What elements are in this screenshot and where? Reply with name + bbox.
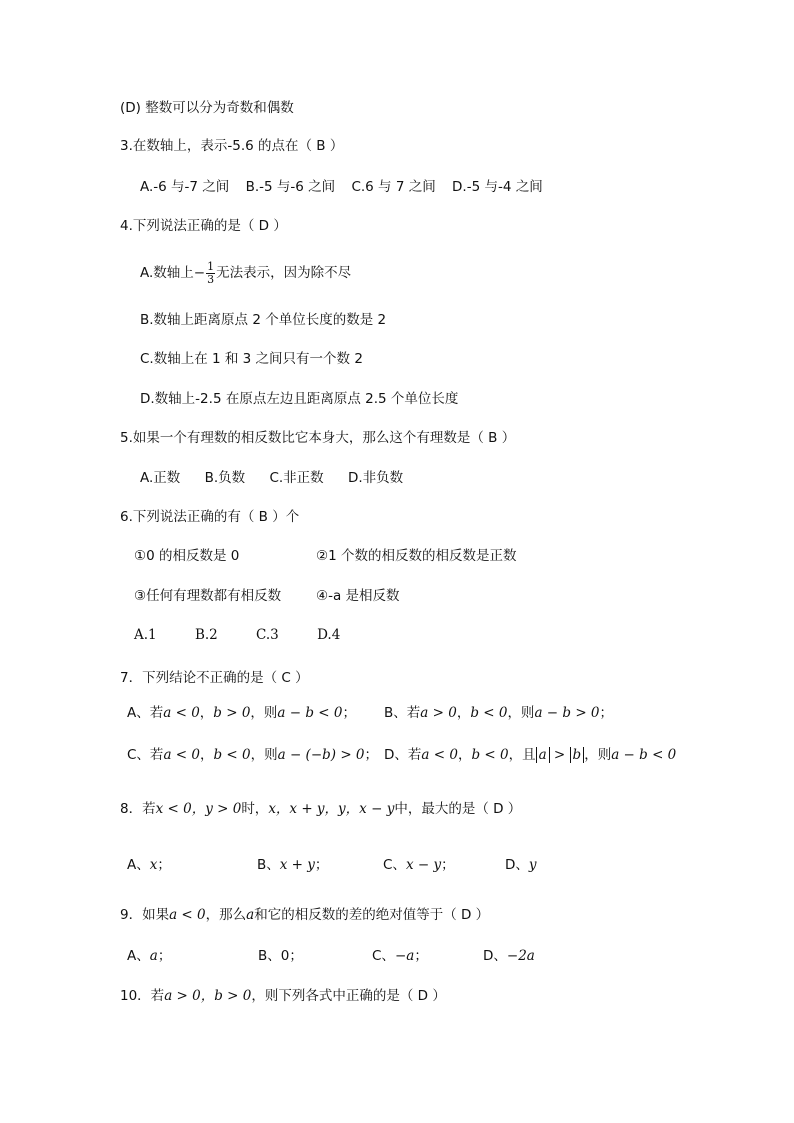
q9-option-d-label: D、 [483,948,507,964]
q8-expressions: x，x + y，y，x − y [268,801,395,817]
q7-b-then: ，则 [507,705,535,721]
q9-option-c-value: −a [394,948,415,964]
q7-stem: 7．下列结论不正确的是（ C ） [120,670,309,686]
q7-c-condition-2: b < 0 [213,747,251,763]
q8-option-a-value: x [149,857,158,873]
q3-stem: 3.在数轴上，表示-5.6 的点在（ B ） [120,138,344,154]
q7-b-condition-2: b < 0 [470,705,508,721]
q8-option-b-value: x + y [279,857,315,873]
q7-b-semicolon: ； [599,705,614,721]
q7-greater-than: > [549,747,570,763]
q9-option-c [372,947,428,965]
q7-b-result: a − b > 0 [534,705,600,721]
q9-option-b [258,947,303,965]
q4-option-b: B.数轴上距离原点 2 个单位长度的数是 2 [140,312,387,328]
q5-option-c: C.非正数 [269,470,324,486]
q8-option-b-label: B、 [257,857,280,873]
q8-suffix: 中，最大的是（ D ） [394,801,522,817]
q9-option-a-semicolon: ； [157,948,172,964]
q9-option-a [127,947,171,965]
q7-abs-a: a [536,747,550,763]
q7-option-a [127,704,356,722]
q9-option-b-value: 0 [280,948,290,964]
q10-prefix: 10．若 [120,988,165,1004]
q9-suffix: 和它的相反数的差的绝对值等于（ D ） [254,907,490,923]
q7-option-a-label: A、若 [127,705,164,721]
q2-option-d: (D) 整数可以分为奇数和偶数 [120,100,294,116]
q5-options [140,469,403,487]
q8-mid: 时， [241,801,269,817]
q10-suffix: ，则下列各式中正确的是（ D ） [251,988,446,1004]
fraction-one-third [206,261,215,286]
q7-b-condition-1: a > 0 [420,705,457,721]
q9-option-b-label: B、 [258,948,281,964]
q6-option-a: A.1 [134,627,157,643]
q7-c-result: a − (−b) > 0 [277,747,365,763]
q6-statement-4: ④-a 是相反数 [316,588,400,604]
q3-options [140,178,543,196]
fraction-numerator: 1 [207,259,215,273]
q8-option-a-semicolon: ； [157,857,171,873]
q7-d-then: ，则 [584,747,612,763]
q5-stem: 5.如果一个有理数的相反数比它本身大，那么这个有理数是（ B ） [120,430,516,446]
q7-d-and: ，且 [508,747,536,763]
q8-option-c-label: C、 [383,857,406,873]
q8-option-a [127,856,171,874]
q8-option-c-semicolon: ； [441,857,455,873]
q9-option-c-label: C、 [372,948,395,964]
q3-option-a: A.-6 与-7 之间 [140,179,230,195]
q9-prefix: 9．如果 [120,907,170,923]
q8-option-a-label: A、 [127,857,150,873]
q8-option-b-semicolon: ； [314,857,329,873]
q7-c-then: ，则 [250,747,278,763]
q6-option-b: B.2 [194,627,218,643]
q6-stem: 6.下列说法正确的有（ B ）个 [120,509,300,525]
q7-c-semicolon: ； [364,747,379,763]
q9-variable: a [246,907,255,923]
q4-option-a [140,258,351,288]
q7-a-semicolon: ； [342,705,356,721]
q3-option-c: C.6 与 7 之间 [351,179,436,195]
q3-option-d: D.-5 与-4 之间 [452,179,543,195]
q8-option-d-label: D、 [505,857,529,873]
q3-option-b: B.-5 与-6 之间 [245,179,336,195]
q7-option-d-label: D、若 [384,747,422,763]
q7-option-c [127,746,378,764]
q9-option-c-semicolon: ； [414,948,428,964]
q7-a-result: a − b < 0 [277,705,343,721]
q7-c-comma: ， [199,747,214,763]
q6-option-c: C.3 [256,627,279,643]
q7-d-result: a − b < 0 [611,747,677,763]
q9-option-b-semicolon: ； [289,948,303,964]
q10-stem [120,987,446,1005]
q8-option-d-value: y [528,857,537,873]
q9-condition: a < 0 [169,907,206,923]
q9-option-d [483,947,535,965]
q7-abs-b: b [570,747,585,763]
q7-a-condition-2: b > 0 [213,705,251,721]
q4-minus-sign: − [193,265,206,281]
q7-c-condition-1: a < 0 [163,747,200,763]
q9-stem [120,906,489,924]
q8-option-d [505,856,537,874]
q7-option-b [384,704,613,722]
q7-a-condition-1: a < 0 [163,705,200,721]
q7-a-then: ，则 [250,705,278,721]
q8-option-b [257,856,328,874]
q6-statement-2: ②1 个数的相反数的相反数是正数 [316,548,517,564]
q7-b-comma: ， [456,705,471,721]
q7-d-condition-1: a < 0 [421,747,458,763]
q6-option-d: D.4 [317,627,341,643]
q8-option-c-value: x − y [405,857,442,873]
q7-d-condition-2: b < 0 [471,747,509,763]
fraction-denominator: 3 [207,272,215,286]
q8-condition: x < 0，y > 0 [155,801,242,817]
q5-option-d: D.非负数 [347,470,404,486]
q9-option-d-value: −2a [506,948,535,964]
q4-option-a-prefix: A.数轴上 [140,265,194,281]
q5-option-a: A.正数 [140,470,181,486]
q8-stem [120,800,521,818]
q4-stem: 4.下列说法正确的是（ D ） [120,218,287,234]
q7-a-comma: ， [199,705,214,721]
q4-option-c: C.数轴上在 1 和 3 之间只有一个数 2 [140,351,363,367]
q8-option-c [383,856,455,874]
q9-mid: ，那么 [205,907,247,923]
q4-option-d: D.数轴上-2.5 在原点左边且距离原点 2.5 个单位长度 [140,391,459,407]
q7-d-comma: ， [457,747,472,763]
q7-option-c-label: C、若 [127,747,164,763]
q6-statement-3: ③任何有理数都有相反数 [134,588,282,604]
q8-prefix: 8．若 [120,801,156,817]
q5-option-b: B.负数 [204,470,246,486]
q7-option-d [384,746,676,764]
q7-option-b-label: B、若 [384,705,421,721]
q4-option-a-suffix: 无法表示，因为除不尽 [216,265,352,281]
q6-options [134,626,340,644]
q10-condition: a > 0，b > 0 [164,988,252,1004]
q9-option-a-label: A、 [127,948,150,964]
q6-statement-1: ①0 的相反数是 0 [134,548,240,564]
q9-option-a-value: a [149,948,158,964]
